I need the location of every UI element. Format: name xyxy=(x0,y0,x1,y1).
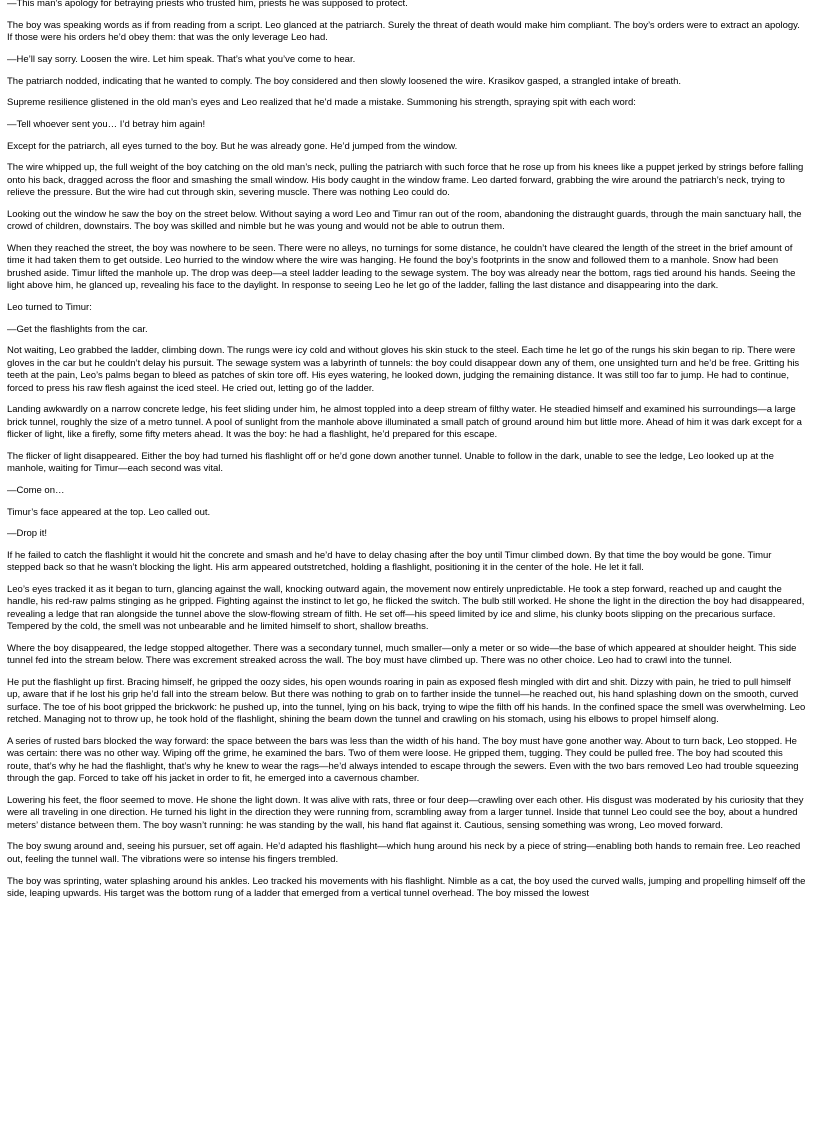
paragraph: —Drop it! xyxy=(7,528,48,540)
paragraph: —Come on… xyxy=(7,484,65,496)
paragraph: Where the boy disappeared, the ledge stopped altogether. There was a secondary tunnel, much smaller—only a meter or so wide—the base of which appeared at shoulder height. This side tunnel fed into the stream below. There was excrement streaked across the wall. The boy must have climbed up. There was no other choice. Leo had to crawl into the tunnel. xyxy=(7,642,797,667)
paragraph: —He’ll say sorry. Loosen the wire. Let him speak. That’s what you’ve come to hear. xyxy=(7,53,356,65)
paragraph: If he failed to catch the flashlight it would hit the concrete and smash and he’d have to delay chasing after the boy until Timur climbed down. By that time the boy would be gone. Timur stepped back so that he wasn’t blocking the light. His arm appeared outstretched, holding a flashlight, positioning it in the center of the hole. He let it fall. xyxy=(7,549,772,574)
paragraph: —Get the flashlights from the car. xyxy=(7,323,148,335)
paragraph: Timur’s face appeared at the top. Leo called out. xyxy=(7,506,211,518)
paragraph: Leo’s eyes tracked it as it began to turn, glancing against the wall, knocking outward again, the movement now entirely unpredictable. He took a step forward, reached up and caught the handle, his red-raw palms stinging as he gripped. Fighting against the instinct to let go, he flicked the switch. The bulb still worked. He shone the light in the direction the boy had disappeared, revealing a ledge that ran alongside the tunnel above the slow-flowing stream of filth. He set off—his speed limited by ice and slime, his clunky boots slipping on the precarious surface. Tempered by the cold, the smell was not unbearable and he limited himself to short, shallow breaths. xyxy=(7,584,805,633)
paragraph: Leo turned to Timur: xyxy=(7,301,92,313)
paragraph: When they reached the street, the boy was nowhere to be seen. There were no alleys, no turnings for some distance, he couldn’t have cleared the length of the street in the brief amount of time it had taken them to get outside. Leo hurried to the window where the wire was hanging. He found the boy’s footprints in the snow and followed them to a manhole. Snow had been brushed aside. Timur lifted the manhole up. The drop was deep—a steel ladder leading to the sewage system. The boy was already near the bottom, rags tied around his hands. Seeing the light above him, he glanced up, revealing his face to the daylight. In response to seeing Leo he let go of the ladder, falling the last distance and disappearing into the dark. xyxy=(7,242,796,292)
paragraph: Landing awkwardly on a narrow concrete ledge, his feet sliding under him, he almost toppled into a deep stream of filthy water. He steadied himself and examined his surroundings—a large brick tunnel, roughly the size of a metro tunnel. A pool of sunlight from the manhole above illuminated a small patch of ground around him but little more. Ahead of him it was dark except for a flicker of light, like a firefly, some fifty meters ahead. It was the boy: he had a flashlight, he’d prepared for this escape. xyxy=(7,404,802,441)
paragraph: The boy was speaking words as if from reading from a script. Leo glanced at the patriarch. Surely the threat of death would make him compliant. The boy’s orders were to extract an apology. If those were his orders he’d obey them: that was the only leverage Leo had. xyxy=(7,19,800,44)
paragraph: The patriarch nodded, indicating that he wanted to comply. The boy considered and then slowly loosened the wire. Krasikov gasped, a strangled intake of breath. xyxy=(7,75,682,87)
paragraph: The wire whipped up, the full weight of the boy catching on the old man’s neck, pulling the patriarch with such force that he rose up from his knees like a puppet jerked by strings before falling onto his back, dragged across the floor and smashing the small window. His body caught in the window frame. Leo darted forward, grabbing the wire around the patriarch’s neck, trying to relieve the pressure. But the wire had cut through skin, severing muscle. There was nothing Leo could do. xyxy=(7,162,804,199)
paragraph: —Tell whoever sent you… I’d betray him again! xyxy=(7,118,206,130)
paragraph: Looking out the window he saw the boy on the street below. Without saying a word Leo and Timur ran out of the room, abandoning the distraught guards, through the main sanctuary hall, the crowd of children, downstairs. The boy was skilled and nimble but he was young and would not be able to outrun them. xyxy=(7,208,802,233)
paragraph: The boy swung around and, seeing his pursuer, set off again. He’d adapted his flashlight—which hung around his neck by a piece of string—enabling both hands to remain free. Leo reached out, feeling the tunnel wall. The vibrations were so intense his fingers trembled. xyxy=(7,841,801,865)
paragraph: Not waiting, Leo grabbed the ladder, climbing down. The rungs were icy cold and without gloves his skin stuck to the steel. Each time he let go of the rungs his skin began to rip. There were gloves in the car but he couldn’t delay his pursuit. The sewage system was a labyrinth of tunnels: the boy could disappear down any of them, one unsighted turn and he’d be free. Gritting his teeth at the pain, Leo’s palms began to bleed as patches of skin tore off. His eyes watering, he looked down, judging the remaining distance. It was still too far to jump. He had to continue, forced to press his raw flesh against the iced steel. He cried out, letting go of the ladder. xyxy=(7,345,800,394)
paragraph: The boy was sprinting, water splashing around his ankles. Leo tracked his movements with his flashlight. Nimble as a cat, the boy used the curved walls, jumping and propelling himself off the side, leaping upwards. His target was the bottom rung of a ladder that emerged from a vertical tunnel overhead. The boy missed the lowest xyxy=(7,875,806,899)
paragraph: Except for the patriarch, all eyes turned to the boy. But he was already gone. He’d jumped from the window. xyxy=(7,140,458,152)
paragraph: Lowering his feet, the floor seemed to move. He shone the light down. It was alive with rats, three or four deep—crawling over each other. His disgust was moderated by his curiosity that they were all traveling in one direction. He turned his light in the direction they were running from, scrambling away from a larger tunnel. Inside that tunnel Leo could see the boy, about a hundred meters’ distance between them. The boy wasn’t running: he was standing by the wall, his hand flat against it. Cautious, sensing something was wrong, Leo moved forward. xyxy=(7,794,804,831)
paragraph: —This man’s apology for betraying priests who trusted him, priests he was supposed to protect. xyxy=(7,0,408,9)
paragraph: He put the flashlight up first. Bracing himself, he gripped the oozy sides, his open wounds roaring in pain as exposed flesh mingled with dirt and shit. Dizzy with pain, he tried to pull himself up, aware that if he lost his grip he’d fall into the stream below. But there was nothing to grab on to farther inside the tunnel—he reached out, his hand splashing down on the smooth, curved surface. The toe of his boot gripped the brickwork: he pushed up, into the tunnel, lying on his back, trying to wipe the filth off his hands. In the confined space the smell was overwhelming. Leo retched. Managing not to throw up, he took hold of the flashlight, shining the beam down the tunnel and crawling on his stomach, using his elbows to propel himself along. xyxy=(7,677,806,726)
paragraph: The flicker of light disappeared. Either the boy had turned his flashlight off or he’d gone down another tunnel. Unable to follow in the dark, unable to see the ledge, Leo looked up at the manhole, waiting for Timur—each second was vital. xyxy=(7,450,774,475)
paragraph: Supreme resilience glistened in the old man’s eyes and Leo realized that he’d made a mistake. Summoning his strength, spraying spit with each word: xyxy=(7,97,636,109)
paragraph: A series of rusted bars blocked the way forward: the space between the bars was less than the width of his hand. The boy must have gone another way. About to turn back, Leo stopped. He was certain: there was no other way. Wiping off the grime, he examined the bars. Two of them were loose. He gripped them, tugging. They could be pulled free. The boy had scouted this route, that’s why he had the flashlight, that’s why he knew to wear the rags—he’d always intended to escape through the sewers. Even with the two bars removed Leo had trouble squeezing through the gap. Forced to take off his jacket in order to fit, he emerged into a cavernous chamber. xyxy=(7,736,799,785)
